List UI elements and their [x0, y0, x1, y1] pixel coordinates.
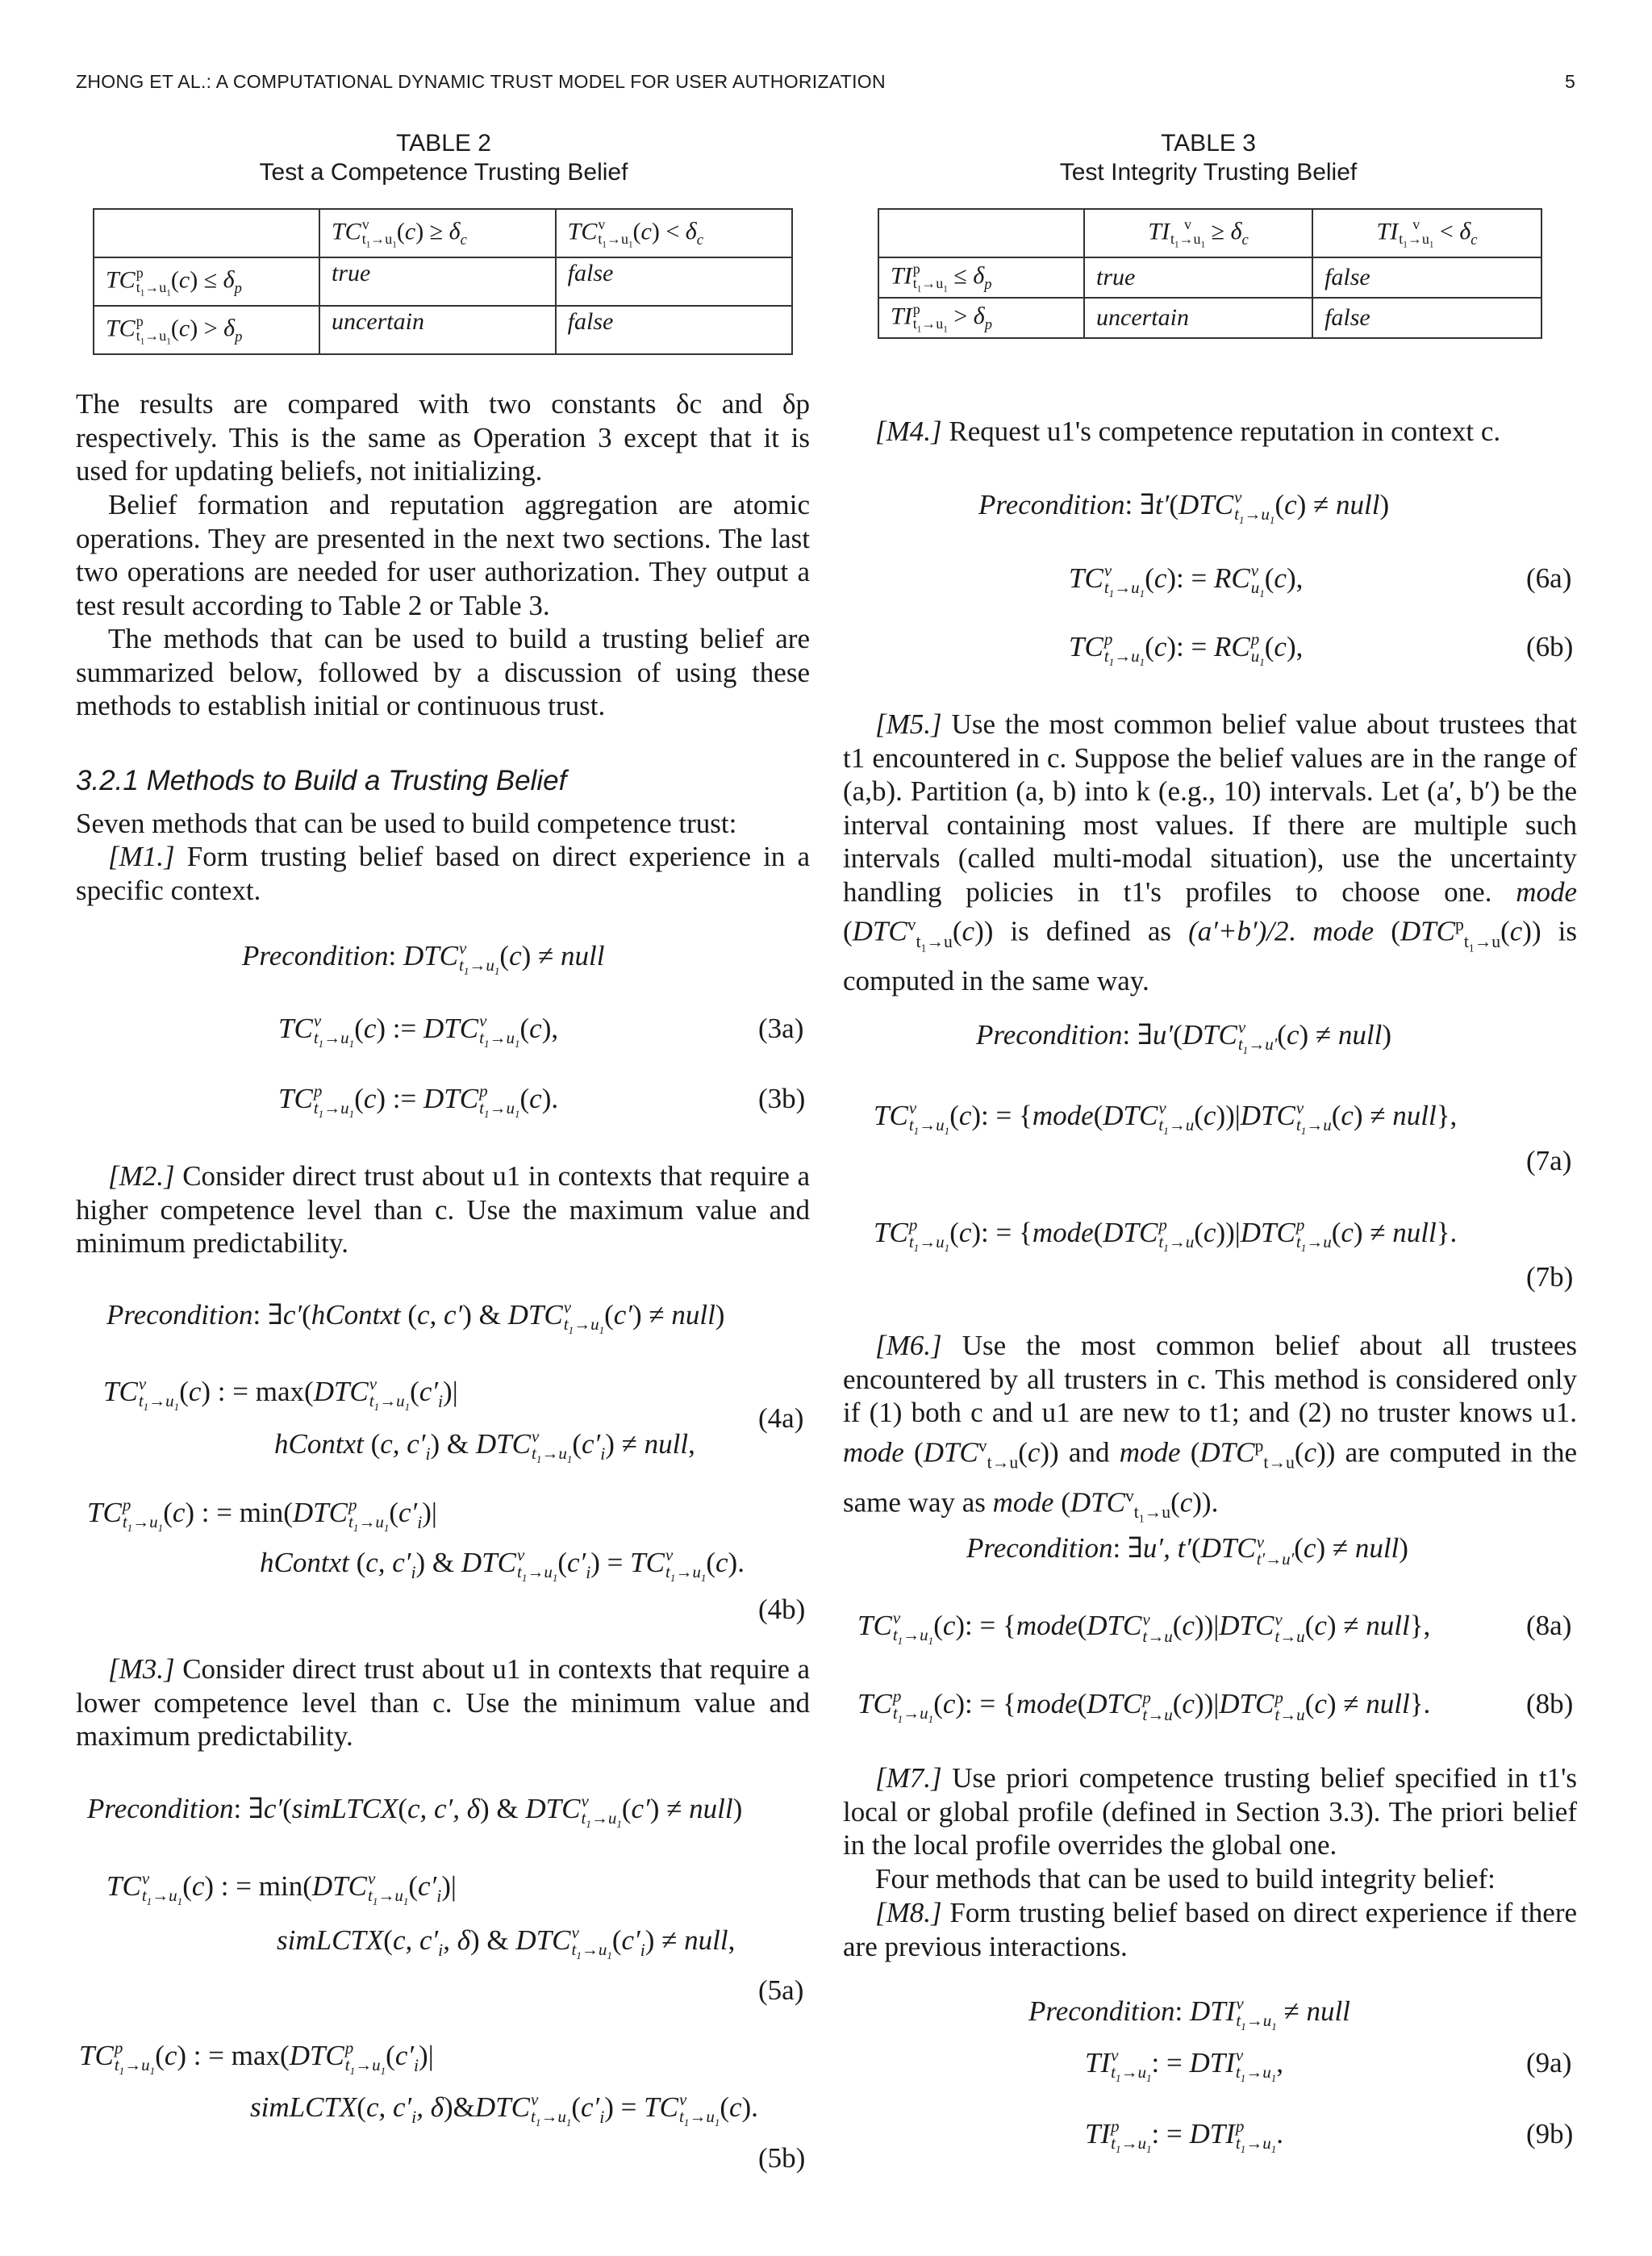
table3 — [878, 208, 1542, 339]
equation-number: (4a) — [758, 1402, 804, 1434]
table3-caption — [878, 129, 1539, 187]
equation-number: (7b) — [1526, 1261, 1574, 1293]
paragraph-methods-summary: The methods that can be used to build a trusting belief are summarized below, followed by a discussion of using these methods to establish initial or continuous trust. — [76, 623, 810, 721]
equation-number: (3b) — [758, 1083, 806, 1114]
equation-8b: TC p $t_1\to u_1$ (c): = {mode(DTC p t→u (c))|DTC p t→u (c) ≠ null}. — [857, 1686, 1431, 1726]
method-tag: [M1.] — [108, 841, 175, 872]
paragraph-seven-methods: Seven methods that can be used to build competence trust: — [76, 808, 737, 839]
equation-precondition-m2: Precondition: ∃c′(hContxt (c, c′) & DTC v $t_1\to u_1$ (c′) ≠ null) — [106, 1297, 725, 1337]
equation-number: (8b) — [1526, 1688, 1574, 1719]
equation-number: (7a) — [1526, 1145, 1572, 1176]
method-text: Form trusting belief based on direct experience if there are previous interactions. — [843, 1897, 1578, 1962]
equation-4b-line1: TC p $t_1\to u_1$ (c) : = min(DTC p $t_1\to u_1$ $(c'_i)|$ — [87, 1495, 437, 1535]
method-m6: [M6.] Use the most common belief about all trustees encountered by all trusters in c. This method is considered only if (1) both c and u1 are new to t1; and (2) no truster knows u1. mode $(DTC^v_{t\to u}(c))$ and mode $(DTC^p_{t\to u}(c))$ are computed in the same way as mode $(DTC^v_{t_1\to u}(c))$. — [843, 1330, 1578, 1525]
equation-precondition-m1: Precondition: DTC v $t_1\to u_1$ (c) ≠ null — [242, 938, 605, 978]
equation-5b-line2: simLCTX(c, $c'_i$, δ)&DTC v $t_1\to u_1$ $(c'_i)$ = TC v $t_1\to u_1$ (c). — [250, 2090, 758, 2129]
equation-precondition-m5: Precondition: ∃u′(DTC v $t_1\to u'$ (c) ≠ null) — [976, 1017, 1391, 1057]
section-heading: 3.2.1 Methods to Build a Trusting Belief — [76, 765, 567, 796]
method-text: Request u1's competence reputation in context c. — [949, 416, 1501, 447]
method-text: Use the most common belief about all trustees encountered by all trusters in c. This method is considered only if (1) both c and u1 are new to t1; and (2) no truster knows u1. — [843, 1330, 1578, 1428]
equation-8a: TC v $t_1\to u_1$ (c): = {mode(DTC v t→u (c))|DTC v t→u (c) ≠ null}, — [857, 1608, 1431, 1648]
paragraph-results: The results are compared with two constants δc and δp respectively. This is the same as Operation 3 except that it is used for updating beliefs, not initializing. — [76, 388, 810, 487]
equation-number: (5a) — [758, 1974, 804, 2006]
equation-number: (6b) — [1526, 631, 1574, 662]
equation-3a: TC v $t_1\to u_1$ (c) := DTC v $t_1\to u_1$ (c), — [278, 1011, 559, 1051]
equation-9a: TI v $t_1\to u_1$ : = DTI v $t_1\to u_1$ , — [1085, 2045, 1283, 2085]
method-m5: [M5.] Use the most common belief value about trustees that t1 encountered in c. Suppose the belief values are in the range of (a,b). Partition (a, b) into k (e.g., 10) intervals. Let (a′, b′) be the interval containing most values. If there are multiple such intervals (called multi-modal situation), use the uncertainty handling policies in t1's profiles to choose one. mode $(DTC^v_{t_1\to u}(c))$ is defined as (a′+b′)/2. mode $(DTC^p_{t_1\to u}(c))$ is computed in the same way. — [843, 708, 1578, 997]
table2 — [93, 208, 793, 355]
method-tag: [M7.] — [875, 1762, 942, 1794]
table3-label: TABLE 3 — [1161, 130, 1256, 157]
table3-row-header: TI p $t_1\to u_1$ > $\delta_p$ — [878, 298, 1084, 338]
paragraph-integrity-methods: Four methods that can be used to build integrity belief: — [875, 1863, 1496, 1895]
method-tag: [M8.] — [875, 1897, 942, 1928]
method-text: Consider direct trust about u1 in contexts that require a lower competence level than c. Use the minimum value and maximum predictability. — [76, 1653, 810, 1752]
table2-cell: false — [556, 306, 792, 354]
method-m7 — [843, 1761, 1577, 1862]
equation-number: (6a) — [1526, 562, 1572, 594]
equation-7b: TC p $t_1\to u_1$ (c): = {mode(DTC p $t_1\to u$ (c))|DTC p $t_1\to u$ (c) ≠ null}. — [874, 1215, 1458, 1255]
table3-corner — [878, 209, 1084, 257]
method-text: Form trusting belief based on direct experience in a specific context. — [76, 841, 811, 906]
equation-5b-line1: TC p $t_1\to u_1$ (c) : = max(DTC p $t_1\to u_1$ $(c'_i)|$ — [79, 2038, 434, 2078]
table3-cell: false — [1312, 298, 1541, 338]
equation-4a-line2: hContxt (c, $c'_i$) & DTC v $t_1\to u_1$ $(c'_i)$ ≠ null, — [274, 1427, 695, 1466]
page-number: 5 — [1565, 71, 1576, 92]
table2-cell: uncertain — [319, 306, 556, 354]
method-text: Consider direct trust about u1 in contexts that require a higher competence level than c. Use the maximum value and minimum predictability. — [76, 1160, 810, 1259]
method-text: Use priori competence trusting belief specified in t1's local or global profile (defined in Section 3.3). The priori belief in the local profile overrides the global one. — [843, 1762, 1578, 1861]
equation-number: (8a) — [1526, 1610, 1572, 1641]
table2-row-header: TC p $t_1\to u_1$ $(c) \le \delta_p$ — [94, 257, 319, 306]
equation-9b: TI p $t_1\to u_1$ : = DTI p $t_1\to u_1$ . — [1085, 2116, 1283, 2156]
table3-cell: uncertain — [1084, 298, 1312, 338]
running-title: ZHONG ET AL.: A COMPUTATIONAL DYNAMIC TRUST MODEL FOR USER AUTHORIZATION — [76, 71, 886, 92]
table2-col-header: TC v $t_1\to u_1$ $(c) \ge \delta_c$ — [319, 209, 556, 257]
table2-row-header: TC p $t_1\to u_1$ $(c) > \delta_p$ — [94, 306, 319, 354]
table2-title: Test a Competence Trusting Belief — [259, 159, 628, 186]
equation-precondition-m3: Precondition: ∃c′(simLTCX(c, c′, δ) & DTC v $t_1\to u_1$ (c′) ≠ null) — [87, 1791, 743, 1831]
method-m1 — [76, 840, 810, 907]
table3-title: Test Integrity Trusting Belief — [1059, 159, 1358, 186]
method-tag: [M5.] — [875, 708, 942, 740]
method-tag: [M3.] — [108, 1653, 175, 1685]
equation-number: (5b) — [758, 2142, 806, 2174]
table2-label: TABLE 2 — [396, 130, 491, 157]
table2-cell: true — [319, 257, 556, 306]
equation-precondition-m8: Precondition: DTI v $t_1\to u_1$ ≠ null — [1028, 1994, 1350, 2033]
equation-precondition-m4: Precondition: ∃t′(DTC v $t_1\to u_1$ (c) ≠ null) — [978, 487, 1390, 527]
method-m3 — [76, 1652, 810, 1753]
method-tag: [M6.] — [875, 1330, 942, 1361]
table2-cell: false — [556, 257, 792, 306]
table3-col-header: TI v $t_1\to u_1$ ≥ $\delta_c$ — [1084, 209, 1312, 257]
equation-4b-line2: hContxt (c, $c'_i$) & DTC v $t_1\to u_1$ $(c'_i)$ = TC v $t_1\to u_1$ (c). — [260, 1545, 745, 1585]
table2-caption — [93, 129, 795, 187]
equation-3b: TC p $t_1\to u_1$ (c) := DTC p $t_1\to u_1$ (c). — [278, 1081, 559, 1121]
paragraph-belief-formation: Belief formation and reputation aggregation are atomic operations. They are presented in the next two sections. The last two operations are needed for user authorization. They output a test result according to Table 2 or Table 3. — [76, 489, 810, 621]
method-m8 — [843, 1896, 1577, 1963]
equation-number: (4b) — [758, 1594, 806, 1625]
method-text: Use the most common belief value about trustees that t1 encountered in c. Suppose the belief values are in the range of (a,b). Partition (a, b) into k (e.g., 10) intervals. Let (a′, b′) be the interval containing most values. If there are multiple such intervals (called multi-modal situation), use the uncertainty handling policies in t1's profiles to choose one. — [843, 708, 1577, 908]
method-m2 — [76, 1159, 810, 1260]
equation-6a: TC v $t_1\to u_1$ (c): = RC v $u_1$ (c), — [1069, 561, 1304, 600]
equation-number: (9b) — [1526, 2118, 1574, 2149]
equation-7a: TC v $t_1\to u_1$ (c): = {mode(DTC v $t_1\to u$ (c))|DTC v $t_1\to u$ (c) ≠ null}, — [874, 1098, 1458, 1138]
table2-corner — [94, 209, 319, 257]
equation-precondition-m6: Precondition: ∃u′, t′(DTC v t′→u′ (c) ≠ null) — [966, 1531, 1408, 1569]
equation-number: (3a) — [758, 1013, 804, 1044]
equation-5a-line1: TC v $t_1\to u_1$ (c) : = min(DTC v $t_1\to u_1$ $(c'_i)|$ — [106, 1869, 457, 1908]
method-m4 — [843, 415, 1577, 449]
table2-col-header: TC v $t_1\to u_1$ $(c) < \delta_c$ — [556, 209, 792, 257]
method-tag: [M4.] — [875, 416, 942, 447]
table3-cell: true — [1084, 257, 1312, 298]
equation-5a-line2: simLCTX(c, $c'_i$, δ) & DTC v $t_1\to u_1$ $(c'_i)$ ≠ null, — [277, 1923, 736, 1962]
table3-cell: false — [1312, 257, 1541, 298]
equation-number: (9a) — [1526, 2047, 1572, 2078]
equation-6b: TC p $t_1\to u_1$ (c): = RC p $u_1$ (c), — [1069, 629, 1304, 669]
table3-row-header: TI p $t_1\to u_1$ ≤ $\delta_p$ — [878, 257, 1084, 298]
equation-4a-line1: TC v $t_1\to u_1$ (c) : = max(DTC v $t_1\to u_1$ $(c'_i)|$ — [103, 1374, 458, 1414]
table3-col-header: TI v $t_1\to u_1$ < $\delta_c$ — [1312, 209, 1541, 257]
method-tag: [M2.] — [108, 1160, 175, 1192]
